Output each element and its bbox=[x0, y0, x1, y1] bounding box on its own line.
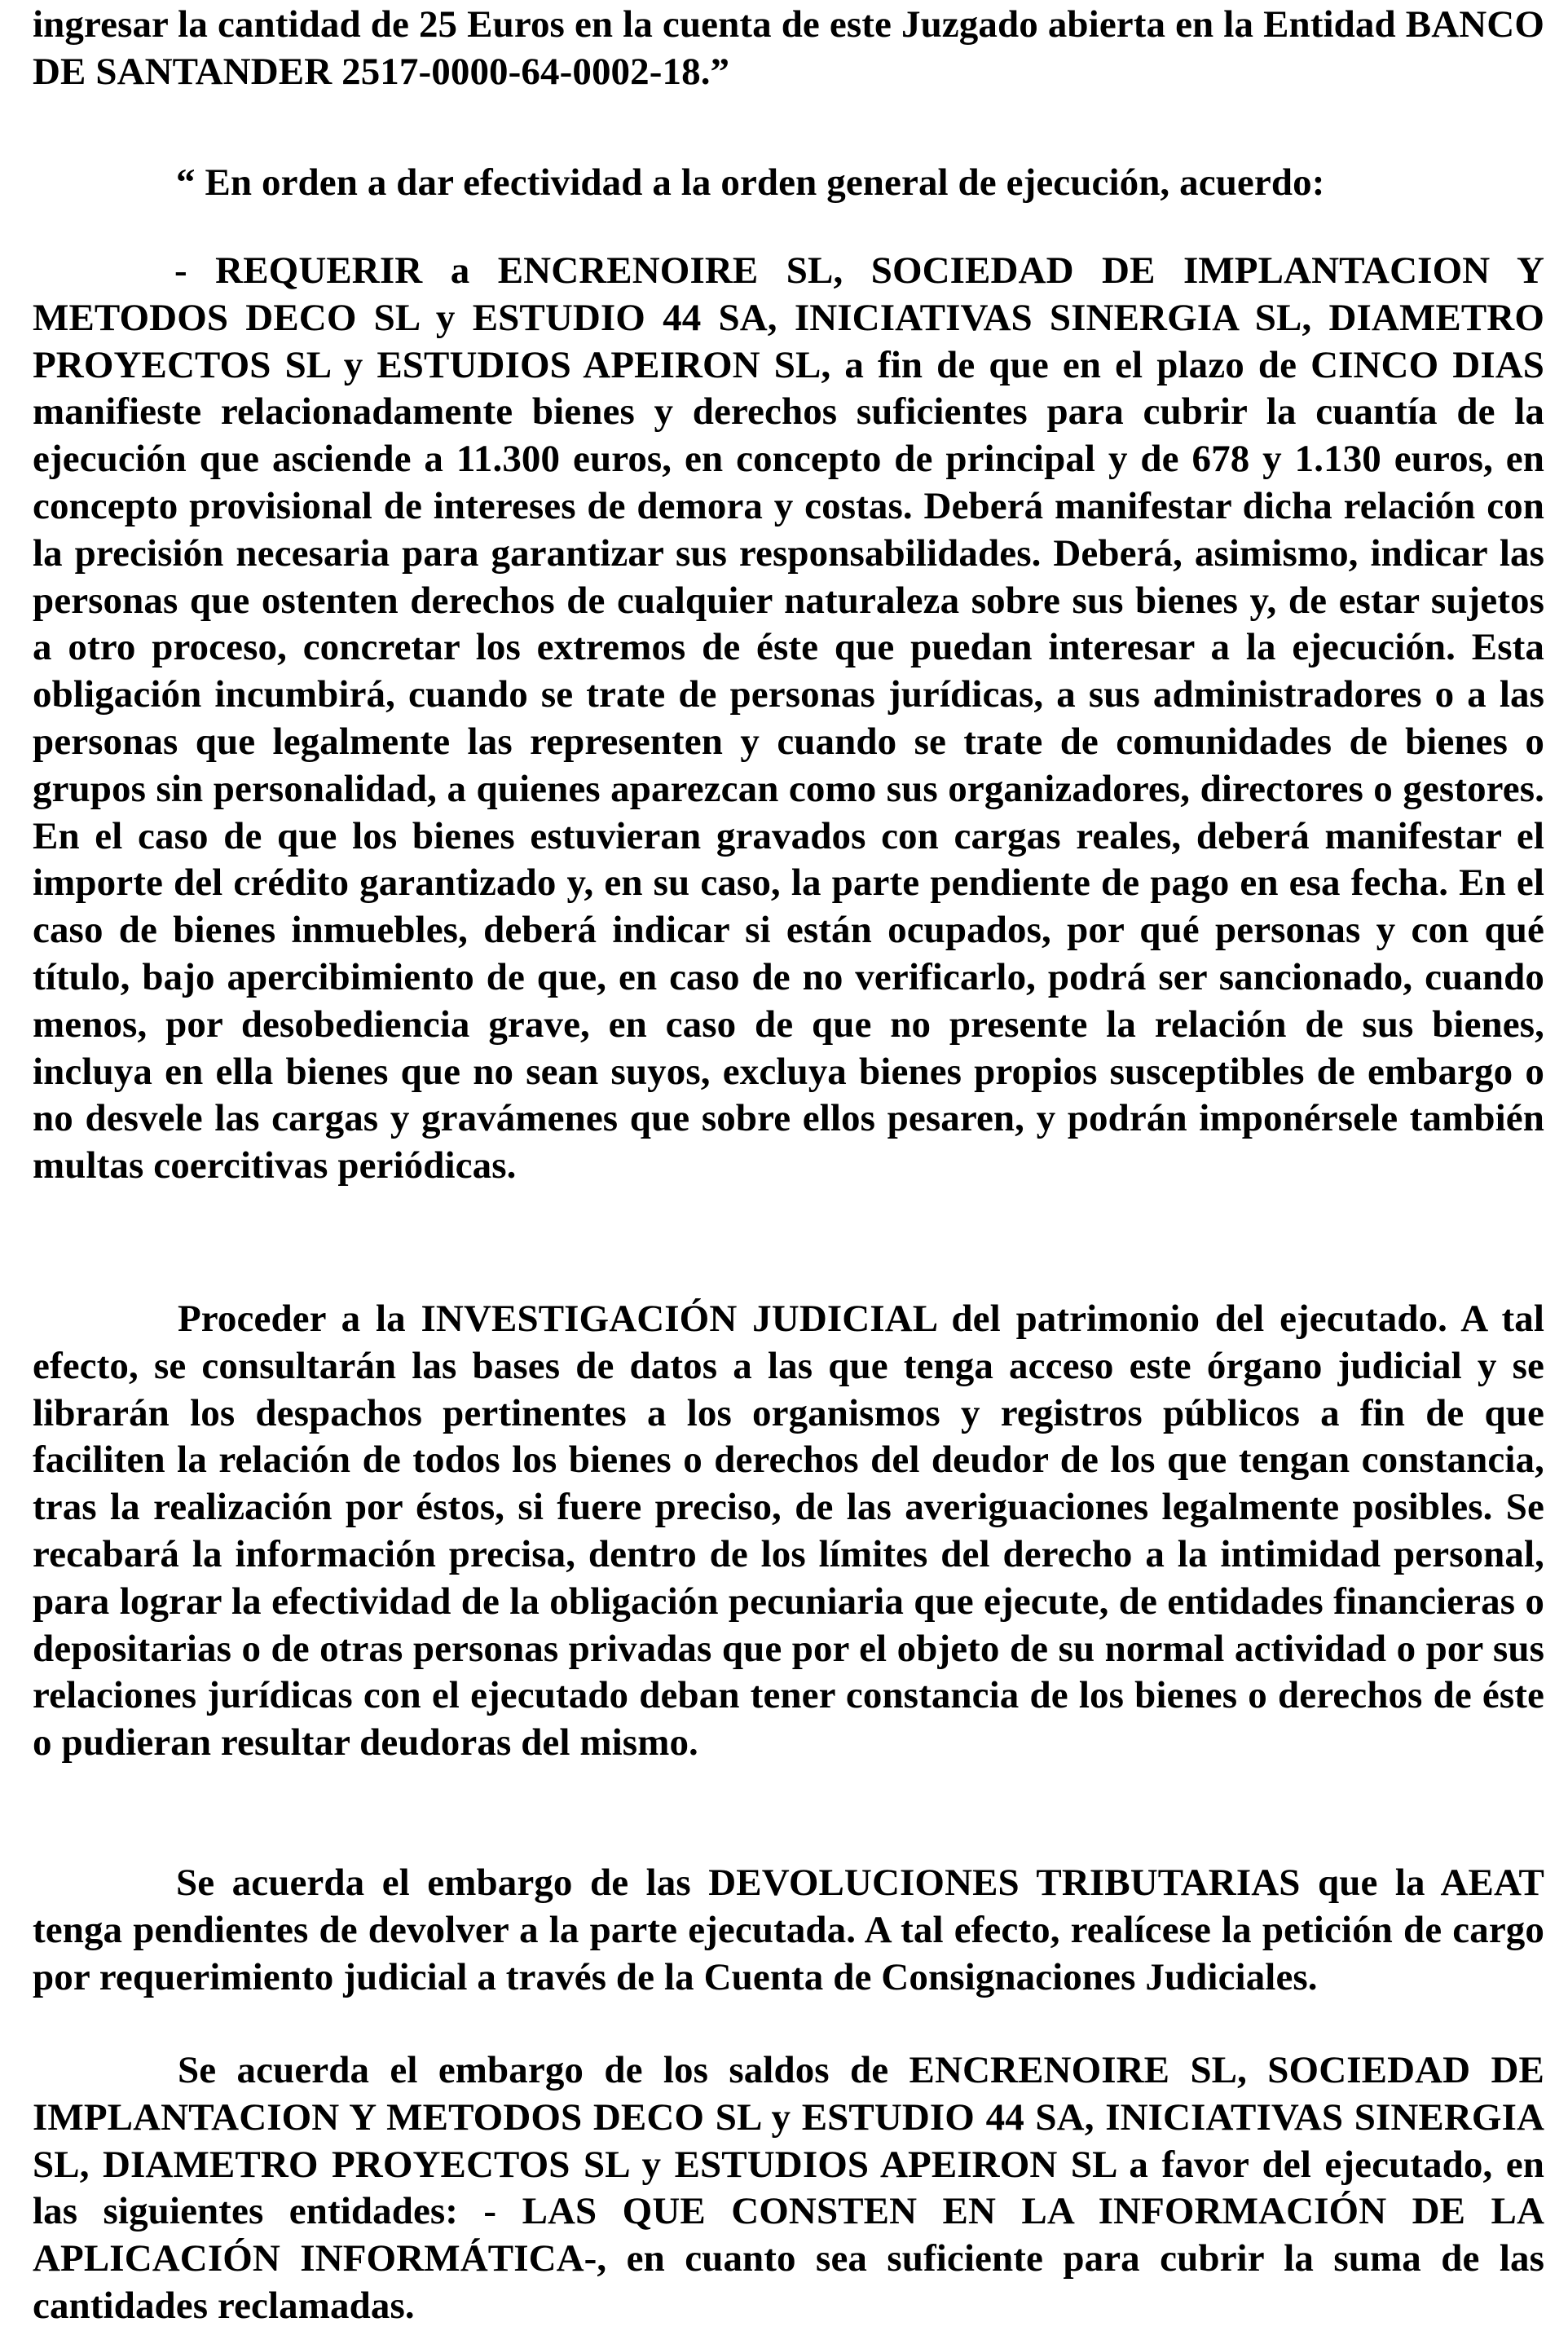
paragraph-deposit-instruction: ingresar la cantidad de 25 Euros en la cuenta de este Juzgado abierta en la Entidad BANCO DE SANTANDER 2517-0000-64-0002-18.” bbox=[33, 3, 1544, 93]
paragraph-requirement: - REQUERIR a ENCRENOIRE SL, SOCIEDAD DE IMPLANTACION Y METODOS DECO SL y ESTUDIO 44 SA, INICIATIVAS SINERGIA SL, DIAMETRO PROYECTOS SL y ESTUDIOS APEIRON SL, a fin de que en el plazo de CINCO DIAS manifieste relacionadamente bienes y derechos suficientes para cubrir la cuantía de la ejecución que asciende a 11.300 euros, en concepto de principal y de 678 y 1.130 euros, en concepto provisional de intereses de demora y costas. Deberá manifestar dicha relación con la precisión necesaria para garantizar sus responsabilidades. Deberá, asimismo, indicar las personas que ostenten derechos de cualquier naturaleza sobre sus bienes y, de estar sujetos a otro proceso, concretar los extremos de éste que puedan interesar a la ejecución. Esta obligación incumbirá, cuando se trate de personas jurídicas, a sus administradores o a las personas que legalmente las representen y cuando se trate de comunidades de bienes o grupos sin personalidad, a quienes aparezcan como sus organizadores, directores o gestores. En el caso de que los bienes estuvieran gravados con cargas reales, deberá manifestar el importe del crédito garantizado y, en su caso, la parte pendiente de pago en esa fecha. En el caso de bienes inmuebles, deberá indicar si están ocupados, por qué personas y con qué título, bajo apercibimiento de que, en caso de no verificarlo, podrá ser sancionado, cuando menos, por desobediencia grave, en caso de que no presente la relación de sus bienes, incluya en ella bienes que no sean suyos, excluya bienes propios susceptibles de embargo o no desvele las cargas y gravámenes que sobre ellos pesaren, y podrán imponérsele también multas coercitivas periódicas. bbox=[33, 249, 1544, 1187]
paragraph-judicial-investigation: Proceder a la INVESTIGACIÓN JUDICIAL del patrimonio del ejecutado. A tal efecto, se consultarán las bases de datos a las que tenga acceso este órgano judicial y se librarán los despachos pertinentes a los organismos y registros públicos a fin de que faciliten la relación de todos los bienes o derechos del deudor de los que tengan constancia, tras la realización por éstos, si fuere preciso, de las averiguaciones legalmente posibles. Se recabará la información precisa, dentro de los límites del derecho a la intimidad personal, para lograr la efectividad de la obligación pecuniaria que ejecute, de entidades financieras o depositarias o de otras personas privadas que por el objeto de su normal actividad o por sus relaciones jurídicas con el ejecutado deban tener constancia de los bienes o derechos de éste o pudieran resultar deudoras del mismo. bbox=[33, 1298, 1544, 1765]
paragraph-tax-refund-seizure: Se acuerda el embargo de las DEVOLUCIONES TRIBUTARIAS que la AEAT tenga pendientes de devolver a la parte ejecutada. A tal efecto, realícese la petición de cargo por requerimiento judicial a través de la Cuenta de Consignaciones Judiciales. bbox=[33, 1862, 1544, 1998]
paragraph-order-intro: “ En orden a dar efectividad a la orden general de ejecución, acuerdo: bbox=[176, 161, 1325, 204]
paragraph-balance-seizure: Se acuerda el embargo de los saldos de ENCRENOIRE SL, SOCIEDAD DE IMPLANTACION Y METODOS DECO SL y ESTUDIO 44 SA, INICIATIVAS SINERGIA SL, DIAMETRO PROYECTOS SL y ESTUDIOS APEIRON SL a favor del ejecutado, en las siguientes entidades: - LAS QUE CONSTEN EN LA INFORMACIÓN DE LA APLICACIÓN INFORMÁTICA-, en cuanto sea suficiente para cubrir la suma de las cantidades reclamadas. bbox=[33, 2049, 1544, 2327]
